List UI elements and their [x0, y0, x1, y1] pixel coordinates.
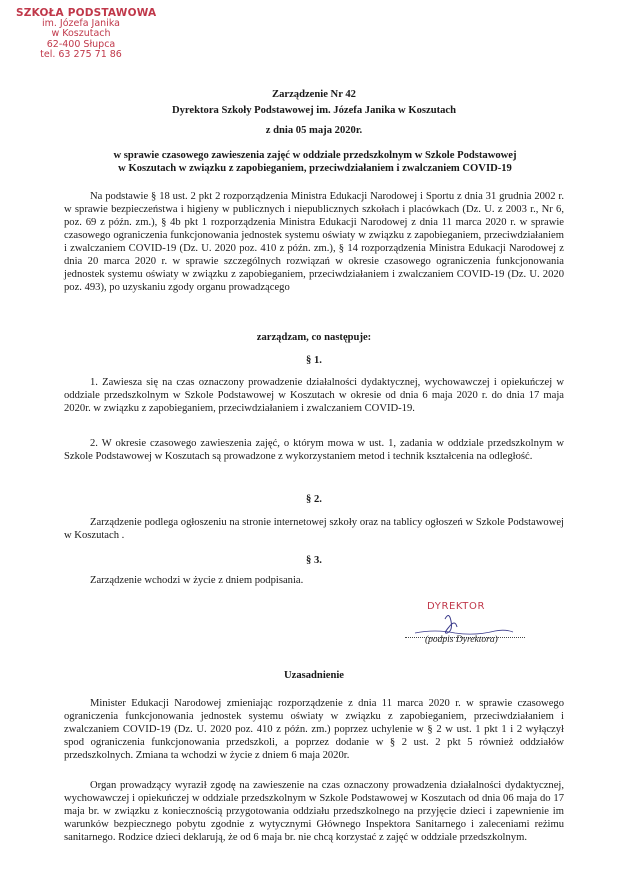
handwritten-signature	[405, 599, 535, 655]
director-stamp-title: DYREKTOR	[427, 601, 486, 612]
stamp-line-patron: im. Józefa Janika	[41, 17, 120, 29]
section-1-paragraph-2: 2. W okresie czasowego zawieszenia zajęć, o którym mowa w ust. 1, zadania w oddziale przedszkolnym w Szkole Podstawowej w Koszutach są prowadzone z wykorzystaniem metod i technik kształcenia na odległość.	[64, 438, 564, 462]
section-3-heading: § 3.	[306, 555, 322, 566]
director-signature-block	[405, 599, 535, 655]
section-2-heading: § 2.	[306, 494, 322, 505]
section-1-paragraph-1: 1. Zawiesza się na czas oznaczony prowadzenie działalności dydaktycznej, wychowawczej i opiekuńczej w oddziale przedszkolnym w Szkole Podstawowej w Koszutach w okresie od dnia 6 maja 2020 r. do dnia 17 maja 2020r. w związku z zapobieganiem, przeciwdziałaniem i zwalczaniem COVID-19.	[64, 377, 564, 414]
justification-paragraph-1: Minister Edukacji Narodowej zmieniając rozporządzenie z dnia 11 marca 2020 r. w sprawie czasowego ograniczenia funkcjonowania jednostek systemu oświaty w związku z zapobieganiem, przeciwdziałaniem i zwalczaniem COVID-19 (Dz. U. 2020 poz. 410 z późn. zm.) poprzez uchylenie w § 2 w ust. 1 pkt 1 i 2 wyłączył spod ograniczenia funkcjonowania przedszkoli, a poprzez dodanie w § 2 ust. 2 pkt 5 również oddziałów przedszkolnych. Zmiana ta wchodzi w życie z dniem 6 maja 2020r.	[64, 698, 564, 761]
ordinance-subject-line-1: w sprawie czasowego zawieszenia zajęć w oddziale przedszkolnym w Szkole Podstawowej	[113, 150, 517, 161]
stamp-line-postcode: 62-400 Słupca	[46, 38, 116, 50]
stamp-line-school: SZKOŁA PODSTAWOWA	[16, 7, 157, 19]
signature-caption: (podpis Dyrektora)	[425, 635, 498, 645]
decree-phrase: zarządzam, co następuje:	[256, 332, 372, 343]
justification-paragraph-2: Organ prowadzący wyraził zgodę na zawieszenie na czas oznaczony prowadzenia działalności dydaktycznej, wychowawczej i opiekuńczej w oddziale przedszkolnym w Szkole Podstawowej w Koszutach od dnia 06 maja do 17 maja br. w związku z koniecznością przygotowania oddziału przedszkolnego na przyjęcie dzieci i zapewnienie im warunków bezpiecznego pobytu zgodnie z wytycznymi Głównego Inspektora Sanitarnego i zaleceniami reżimu sanitarnego. Rodzice dzieci deklarują, że od 6 maja br. nie chcą korzystać z zajęć w oddziale przedszkolnym.	[64, 780, 564, 843]
ordinance-date: z dnia 05 maja 2020r.	[265, 125, 363, 136]
section-1-heading: § 1.	[306, 355, 322, 366]
stamp-line-place: w Koszutach	[51, 28, 111, 40]
section-3-paragraph: Zarządzenie wchodzi w życie z dniem podpisania.	[90, 575, 304, 586]
ordinance-title: Zarządzenie Nr 42	[272, 89, 356, 100]
ordinance-subject-line-2: w Koszutach w związku z zapobieganiem, przeciwdziałaniem i zwalczaniem COVID-19	[118, 163, 512, 174]
school-stamp	[16, 8, 166, 61]
section-2-paragraph: Zarządzenie podlega ogłoszeniu na stronie internetowej szkoły oraz na tablicy ogłoszeń w Szkole Podstawowej w Koszutach .	[64, 517, 564, 541]
justification-heading: Uzasadnienie	[283, 670, 345, 681]
legal-basis-paragraph: Na podstawie § 18 ust. 2 pkt 2 rozporządzenia Ministra Edukacji Narodowej i Sportu z dnia 31 grudnia 2002 r. w sprawie bezpieczeństwa i higieny w publicznych i niepublicznych szkołach i placówkach (Dz. U. z 2003 r., Nr 6, poz. 69 z późn. zm.), § 4b pkt 1 rozporządzenia Ministra Edukacji Narodowej z dnia 11 marca 2020 r. w sprawie czasowego ograniczenia funkcjonowania jednostek systemu oświaty w związku z zapobieganiem, przeciwdziałaniem i zwalczaniem COVID-19 (Dz. U. 2020 poz. 410 z późn. zm.), § 14 rozporządzenia Ministra Edukacji Narodowej z dnia 20 marca 2020 r. w sprawie szczególnych rozwiązań w okresie czasowego ograniczenia funkcjonowania jednostek systemu oświaty w związku z zapobieganiem, przeciwdziałaniem i zwalczaniem COVID-19 (Dz. U. 2020 poz. 493), po uzyskaniu zgody organu prowadzącego	[64, 191, 564, 293]
ordinance-issuer: Dyrektora Szkoły Podstawowej im. Józefa Janika w Koszutach	[171, 105, 457, 116]
stamp-line-phone: tel. 63 275 71 86	[40, 49, 122, 61]
